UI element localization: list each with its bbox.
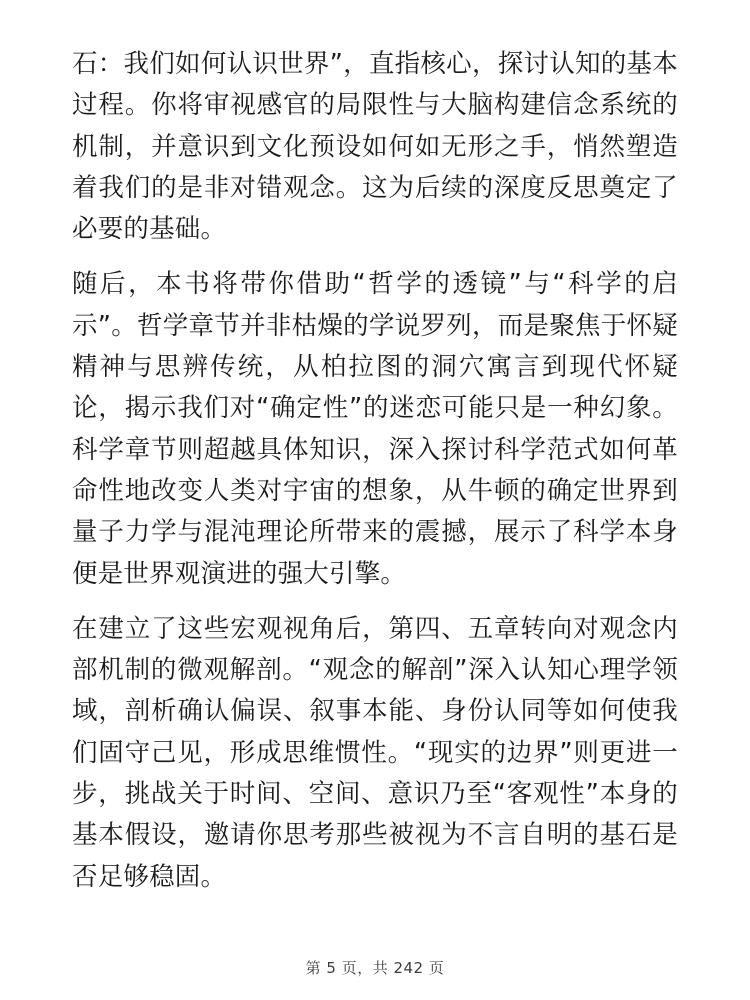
page-body xyxy=(72,44,678,1000)
paragraph: 随后，本书将带你借助“哲学的透镜”与“科学的启示”。哲学章节并非枯燥的学说罗列，而是聚焦于怀疑精神与思辨传统，从柏拉图的洞穴寓言到现代怀疑论，揭示我们对“确定性”的迷恋可能只是一种幻象。科学章节则超越具体知识，深入探讨科学范式如何革命性地改变人类对宇宙的想象，从牛顿的确定世界到量子力学与混沌理论所带来的震撼，展示了科学本身便是世界观演进的强大引擎。 xyxy=(72,269,678,589)
page-footer xyxy=(0,957,750,978)
page-number-label: 第 5 页，共 242 页 xyxy=(305,959,445,977)
paragraph: 在建立了这些宏观视角后，第四、五章转向对观念内部机制的微观解剖。“观念的解剖”深入认知心理学领域，剖析确认偏误、叙事本能、身份认同等如何使我们固守己见，形成思维惯性。“现实的边界”则更进一步，挑战关于时间、空间、意识乃至“客观性”本身的基本假设，邀请你思考那些被视为不言自明的基石是否足够稳固。 xyxy=(72,613,678,892)
paragraph: 石：我们如何认识世界”，直指核心，探讨认知的基本过程。你将审视感官的局限性与大脑构建信念系统的机制，并意识到文化预设如何如无形之手，悄然塑造着我们的是非对错观念。这为后续的深度反思奠定了必要的基础。 xyxy=(72,49,678,245)
